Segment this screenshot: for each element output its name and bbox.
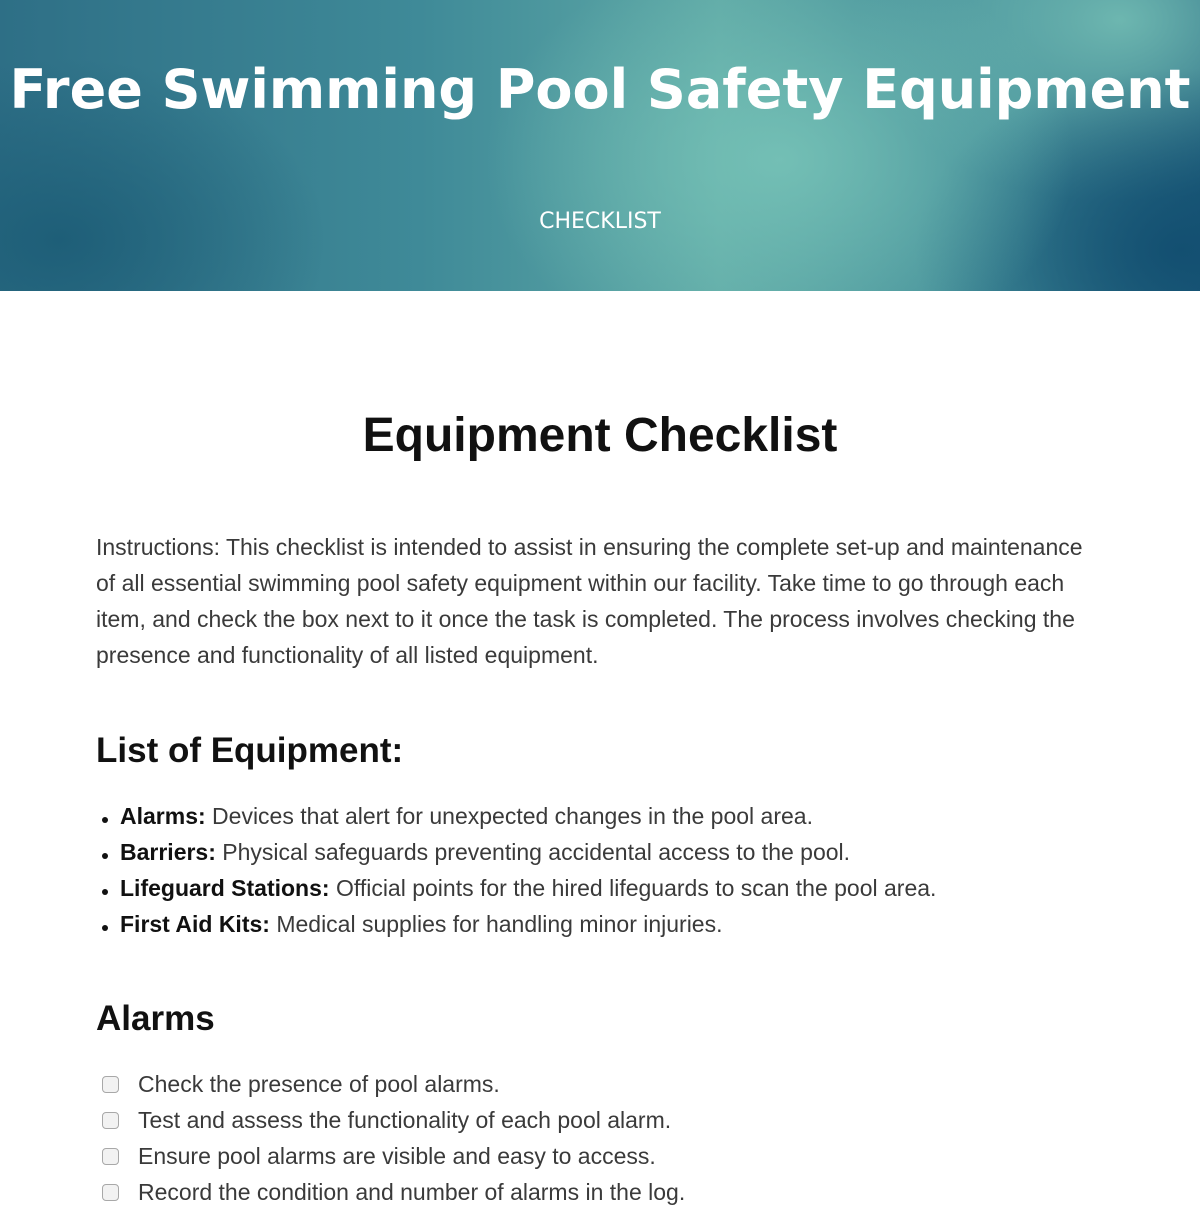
list-item-barriers [96,834,1106,870]
bullet-icon [102,817,108,823]
list-item-lifeguard-stations [96,870,1106,906]
item-description: Physical safeguards preventing accidental access to the pool. [215,839,851,865]
item-description: Medical supplies for handling minor injuries. [269,911,723,937]
alarms-heading: Alarms [96,999,215,1038]
task-checkbox[interactable] [102,1076,119,1093]
checklist-item [96,1066,1106,1102]
task-label: Record the condition and number of alarms in the log. [138,1179,686,1205]
instructions-paragraph: Instructions: This checklist is intended to assist in ensuring the complete set-up and maintenance of all essential swimming pool safety equipment within our facility. Take time to go through each item, and check the box next to it once the task is completed. The process involves checking the presence and functionality of all listed equipment. [96,534,1083,668]
alarms-checklist [96,1066,1106,1210]
header-banner [0,0,1200,291]
item-description: Official points for the hired lifeguards to scan the pool area. [329,875,937,901]
checklist-item [96,1174,1106,1210]
banner-title: Free Swimming Pool Safety Equipment [9,58,1191,121]
item-term: First Aid Kits: [120,911,270,937]
list-item-first-aid-kits [96,906,1106,942]
bullet-icon [102,853,108,859]
item-description: Devices that alert for unexpected changes in the pool area. [205,803,813,829]
item-term: Barriers: [120,839,216,865]
equipment-list [96,798,1106,942]
task-checkbox[interactable] [102,1112,119,1129]
checklist-item [96,1138,1106,1174]
banner-subtitle: CHECKLIST [539,209,661,234]
equipment-list-heading: List of Equipment: [96,731,404,770]
task-label: Ensure pool alarms are visible and easy to access. [138,1143,656,1169]
bullet-icon [102,889,108,895]
item-term: Alarms: [120,803,206,829]
task-label: Check the presence of pool alarms. [138,1071,500,1097]
task-checkbox[interactable] [102,1184,119,1201]
task-label: Test and assess the functionality of each pool alarm. [138,1107,672,1133]
task-checkbox[interactable] [102,1148,119,1165]
bullet-icon [102,925,108,931]
checklist-item [96,1102,1106,1138]
list-item-alarms [96,798,1106,834]
document-title: Equipment Checklist [362,409,838,462]
item-term: Lifeguard Stations: [120,875,330,901]
